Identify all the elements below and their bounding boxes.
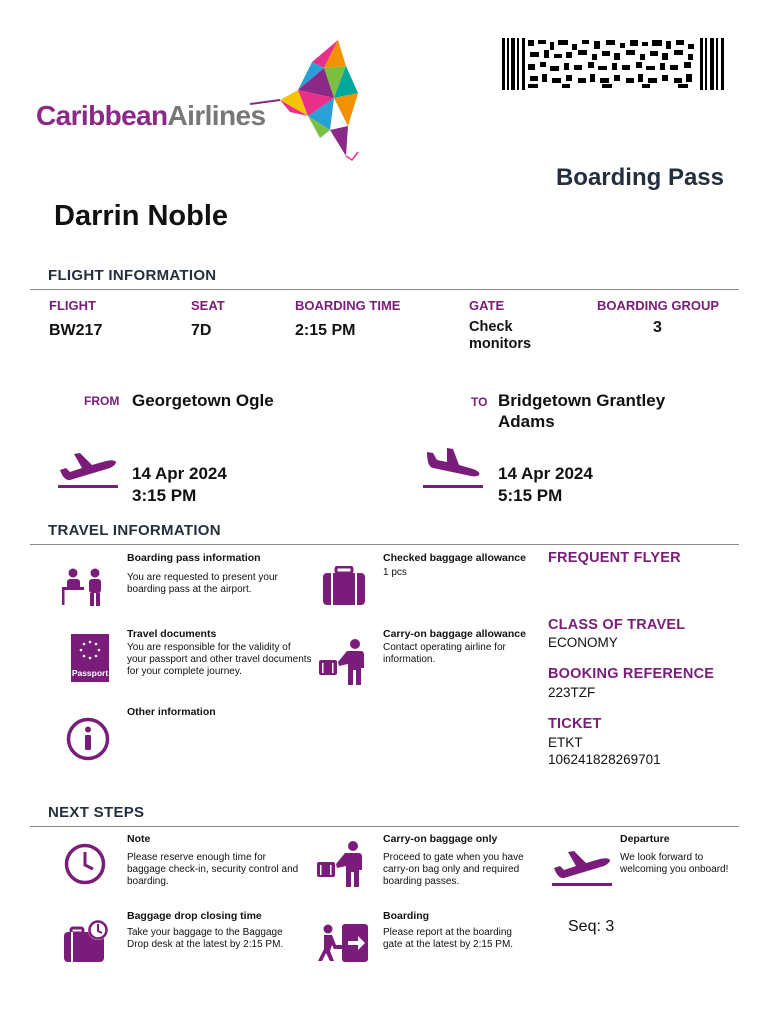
document-title: Boarding Pass [555, 164, 724, 191]
brand-name-part1: Caribbean [36, 100, 168, 131]
note-title: Note [127, 833, 151, 845]
boarding-time-label: BOARDING TIME [295, 298, 401, 313]
passenger-name: Darrin Noble [54, 200, 229, 232]
ticket-label: TICKET [548, 716, 602, 732]
passport-icon [71, 634, 109, 682]
other-info-title: Other information [127, 706, 216, 718]
check-in-desk-icon [61, 567, 107, 607]
class-of-travel-value: ECONOMY [548, 635, 618, 650]
hummingbird-logo-icon [250, 38, 370, 163]
booking-reference-label: BOOKING REFERENCE [548, 666, 715, 682]
class-of-travel-label: CLASS OF TRAVEL [548, 617, 686, 633]
to-city: Bridgetown Grantley Adams [498, 391, 666, 431]
travel-documents-text: You are responsible for the validity of your passport and other travel documents for your complete journey. [127, 642, 312, 677]
flight-info-title: FLIGHT INFORMATION [48, 267, 217, 284]
passport-icon-label: Passport [71, 668, 109, 678]
brand-name-part2: Airlines [167, 100, 266, 131]
departure-plane-icon [550, 846, 614, 888]
next-steps-title: NEXT STEPS [48, 804, 145, 821]
ticket-number: 106241828269701 [548, 752, 661, 767]
carry-on-only-title: Carry-on baggage only [383, 833, 498, 845]
seat-label: SEAT [191, 298, 225, 313]
travel-documents-title: Travel documents [127, 628, 217, 640]
departure-title: Departure [620, 833, 670, 845]
boarding-text: Please report at the boarding gate at the latest by 2:15 PM. [383, 927, 514, 950]
boarding-time-value: 2:15 PM [295, 322, 356, 339]
carry-on-allowance-title: Carry-on baggage allowance [383, 628, 526, 640]
gate-label: GATE [469, 298, 505, 313]
to-date: 14 Apr 2024 [498, 464, 593, 483]
baggage-drop-text: Take your baggage to the Baggage Drop desk at the latest by 2:15 PM. [127, 927, 284, 950]
boarding-pass-info-title: Boarding pass information [127, 552, 261, 564]
takeoff-icon [56, 448, 120, 490]
to-label: TO [471, 395, 488, 409]
gate-value: Check monitors [469, 319, 532, 352]
flight-number: BW217 [49, 322, 103, 339]
carry-on-passenger-icon [317, 638, 367, 686]
info-icon [66, 717, 110, 761]
note-text: Please reserve enough time for baggage check-in, security control and boarding. [127, 852, 299, 887]
suitcase-icon [322, 566, 366, 606]
boarding-title: Boarding [383, 910, 430, 922]
sequence-number: Seq: 3 [568, 918, 615, 935]
from-city: Georgetown Ogle [132, 391, 274, 410]
landing-icon [421, 448, 485, 490]
booking-reference-value: 223TZF [548, 685, 596, 700]
divider [30, 544, 739, 545]
barcode [502, 38, 724, 90]
clock-icon [64, 843, 106, 885]
carry-on-only-icon [315, 840, 365, 888]
checked-baggage-title: Checked baggage allowance [383, 552, 526, 564]
from-label: FROM [84, 394, 120, 408]
checked-baggage-text: 1 pcs [383, 567, 407, 578]
baggage-clock-icon [63, 919, 111, 963]
boarding-pass-info-text: You are requested to present your boarding pass at the airport. [127, 572, 278, 595]
departure-text: We look forward to welcoming you onboard! [620, 852, 729, 875]
airline-logo [30, 30, 350, 160]
boarding-group-label: BOARDING GROUP [597, 298, 720, 313]
flight-label: FLIGHT [49, 298, 96, 313]
from-time: 3:15 PM [132, 486, 197, 505]
carry-on-allowance-text: Contact operating airline for information. [383, 642, 506, 665]
baggage-drop-title: Baggage drop closing time [127, 910, 262, 922]
divider [30, 826, 739, 827]
carry-on-only-text: Proceed to gate when you have carry-on bag only and required boarding passes. [383, 852, 524, 887]
travel-info-title: TRAVEL INFORMATION [48, 522, 221, 539]
ticket-type: ETKT [548, 735, 583, 750]
boarding-group-value: 3 [653, 319, 662, 336]
to-time: 5:15 PM [498, 486, 563, 505]
seat-value: 7D [191, 322, 212, 339]
frequent-flyer-label: FREQUENT FLYER [548, 550, 681, 566]
boarding-gate-icon [318, 923, 370, 963]
divider [30, 289, 739, 290]
from-date: 14 Apr 2024 [132, 464, 227, 483]
